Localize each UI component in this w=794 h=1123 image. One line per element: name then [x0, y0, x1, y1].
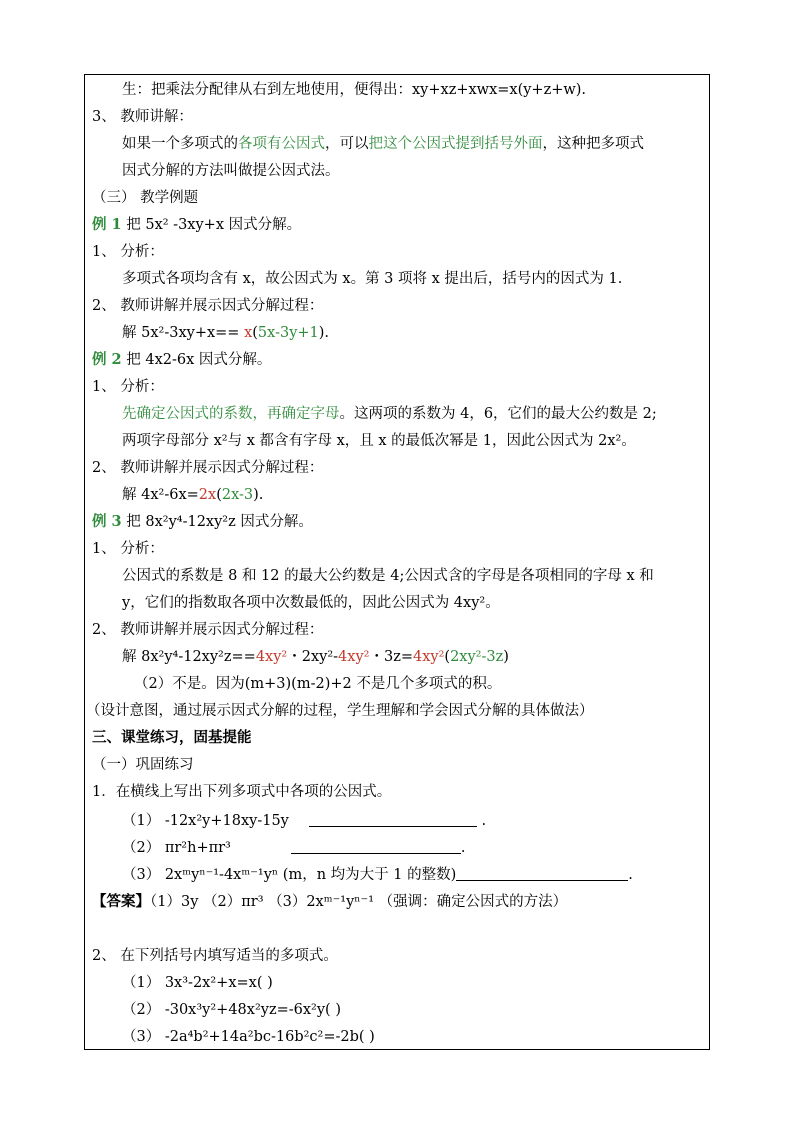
text-run: 三、课堂练习，固基提能 [92, 729, 252, 746]
text-run: 1、 分析： [92, 244, 164, 260]
text-run: （一）巩固练习 [92, 757, 194, 773]
text-run: ( [216, 487, 222, 503]
text-run: 把 8x²y⁴-12xy²z 因式分解。 [121, 514, 313, 530]
answer-blank[interactable] [309, 812, 477, 827]
text-line [122, 431, 636, 451]
text-run: 公因式的系数是 8 和 12 的最大公约数是 4;公因式含的字母是各项相同的字母 x 和 [122, 568, 654, 584]
subsection-heading [92, 755, 194, 775]
text-run: ，这种把多项式 [542, 136, 644, 152]
text-run: 1、 分析： [92, 541, 164, 557]
text-run: ( [444, 649, 451, 665]
remaining-factor: 5x-3y+1 [257, 325, 319, 341]
exercise-item [122, 1027, 375, 1047]
text-run: 把 4x2-6x 因式分解。 [121, 352, 272, 368]
example-heading [92, 350, 271, 370]
text-line [92, 620, 323, 640]
text-line [92, 296, 323, 316]
exercise-item [122, 973, 273, 993]
answer-blank[interactable] [291, 839, 461, 854]
text-line [122, 161, 340, 181]
highlight-text: 先确定公因式的系数，再确定字母 [122, 406, 340, 422]
remaining-factor: 2x-3 [221, 487, 254, 503]
text-line [92, 377, 164, 397]
text-line [92, 242, 164, 262]
text-run: 2、 教师讲解并展示因式分解过程： [92, 460, 324, 476]
text-run: 1．在横线上写出下列多项式中各项的公因式。 [92, 784, 392, 800]
example-label: 例 1 [92, 216, 122, 233]
highlight-text: 各项有公因式 [238, 136, 325, 152]
answer-line [92, 892, 567, 912]
answer-blank[interactable] [456, 866, 628, 881]
highlight-text: 把这个公因式提到括号外面 [368, 136, 543, 152]
section-heading [92, 728, 252, 748]
text-run: 2、 教师讲解并展示因式分解过程： [92, 622, 324, 638]
text-run: （1） -12x²y+18xy-15y [122, 813, 289, 829]
text-run: 解 5x²-3xy+x== [122, 325, 245, 341]
text-run: 2、 教师讲解并展示因式分解过程： [92, 298, 324, 314]
text-run: 因式分解的方法叫做提公因式法。 [122, 163, 340, 179]
text-run: 1、 分析： [92, 379, 164, 395]
example-heading [92, 215, 301, 235]
text-run: . [460, 840, 466, 856]
text-run: 。这两项的系数为 4，6，它们的最大公约数是 2; [339, 406, 657, 422]
text-line [122, 566, 654, 586]
text-run: 解 8x²y⁴-12xy²z== [122, 649, 256, 665]
exercise-item [122, 865, 633, 885]
exercise-item [122, 811, 486, 831]
solution-line [122, 647, 509, 667]
text-line [92, 107, 193, 127]
text-run: （2）不是。因为(m+3)(m-2)+2 不是几个多项式的积。 [134, 676, 502, 692]
text-line [92, 458, 323, 478]
text-run: （2） -30x³y²+48x²yz=-6x²y( ) [122, 1002, 341, 1018]
text-run: 把 5x² -3xy+x 因式分解。 [121, 217, 302, 233]
text-line [122, 134, 644, 154]
text-line [122, 269, 622, 289]
step-heading: 3、 教师讲解： [92, 109, 193, 125]
text-line [122, 404, 657, 424]
exercise-item [122, 838, 465, 858]
text-run: （1） 3x³-2x²+x=x( ) [122, 975, 273, 991]
student-answer: 生：把乘法分配律从右到左地使用，便得出：xy+xz+xwx=x(y+z+w). [122, 82, 587, 98]
exercise-question [92, 946, 338, 966]
example-label: 例 3 [92, 513, 122, 530]
text-run: （设计意图，通过展示因式分解的过程，学生理解和学会因式分解的具体做法） [86, 703, 594, 719]
text-run: 多项式各项均含有 x，故公因式为 x。第 3 项将 x 提出后，括号内的因式为 1. [122, 271, 623, 287]
text-run: （三） 教学例题 [92, 190, 199, 206]
common-factor: 4xy² [255, 649, 288, 665]
text-run: 两项字母部分 x²与 x 都含有字母 x，且 x 的最低次幂是 1，因此公因式为 2x²。 [122, 433, 636, 449]
text-run: 2、 在下列括号内填写适当的多项式。 [92, 948, 338, 964]
text-run: （3） -2a⁴b²+14a²bc-16b²c²=-2b( ) [122, 1029, 375, 1045]
text-run: . [628, 867, 633, 883]
text-run: ). [253, 487, 264, 503]
example-label: 例 2 [92, 351, 122, 368]
text-run: ・3z= [369, 649, 413, 665]
text-run: ) [503, 649, 509, 665]
text-run: ). [318, 325, 330, 341]
text-run: （2） πr²h+πr³ [122, 840, 231, 856]
solution-line [122, 323, 329, 343]
text-line [122, 80, 586, 100]
text-run: ・2xy²- [287, 649, 339, 665]
answer-label: 【答案】 [92, 893, 150, 910]
common-factor: 2x [198, 487, 217, 503]
remaining-factor: 2xy²-3z [450, 649, 504, 665]
text-run: ( [252, 325, 258, 341]
text-run: （1）3y （2）πr³ （3）2xᵐ⁻¹yⁿ⁻¹ （强调：确定公因式的方法） [150, 894, 568, 910]
text-run: . [476, 813, 487, 829]
common-factor: x [244, 325, 253, 341]
text-line [92, 539, 164, 559]
exercise-item [122, 1000, 341, 1020]
common-factor: 4xy² [412, 649, 445, 665]
text-run: 如果一个多项式的 [122, 136, 238, 152]
section-heading [92, 188, 198, 208]
text-run: y，它们的指数取各项中次数最低的，因此公因式为 4xy²。 [122, 595, 500, 611]
text-run: 解 4x²-6x= [122, 487, 199, 503]
text-run: ，可以 [325, 136, 369, 152]
text-line [122, 593, 500, 613]
design-intent [86, 701, 594, 721]
example-heading [92, 512, 313, 532]
text-line [134, 674, 501, 694]
solution-line [122, 485, 263, 505]
text-run: （3） 2xᵐyⁿ⁻¹-4xᵐ⁻¹yⁿ (m，n 均为大于 1 的整数) [122, 867, 457, 883]
common-factor: 4xy² [338, 649, 370, 665]
exercise-question [92, 782, 391, 802]
